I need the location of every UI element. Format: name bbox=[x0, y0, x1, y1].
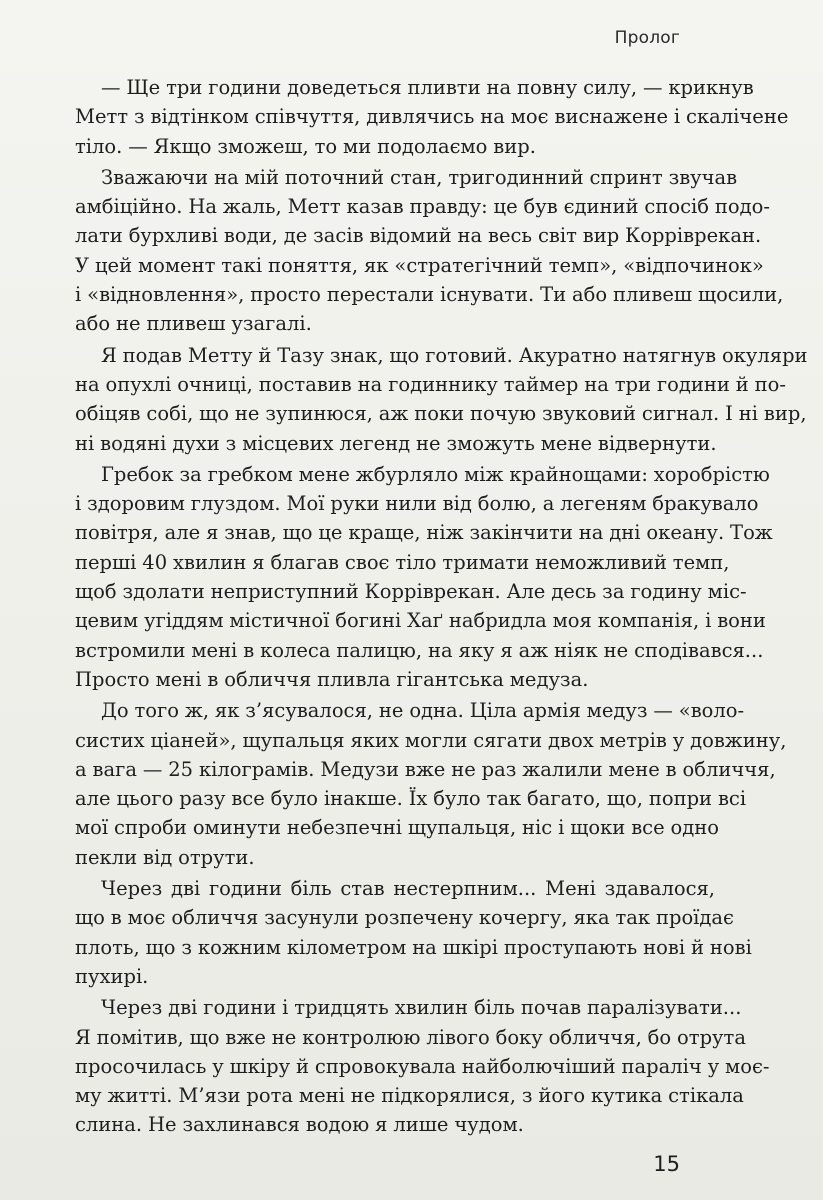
text-line: Гребок за гребком мене жбурляло між крайнощами: хоробрістю bbox=[101, 462, 770, 486]
text-line: систих ціаней», щупальця яких могли сягати двох метрів у довжину, bbox=[75, 728, 787, 752]
page-number: 15 bbox=[653, 1152, 680, 1176]
text-line: Я подав Метту й Тазу знак, що готовий. Акуратно натягнув окуляри bbox=[101, 343, 808, 367]
running-head: Пролог bbox=[614, 28, 680, 48]
text-line: і здоровим глуздом. Мої руки нили від болю, а легеням бракувало bbox=[75, 492, 759, 516]
text-line: Через дві години і тридцять хвилин біль почав паралізувати... bbox=[101, 996, 742, 1020]
text-line: У цей момент такі поняття, як «стратегічний темп», «відпочинок» bbox=[75, 253, 764, 277]
text-line: або не пливеш узагалі. bbox=[75, 312, 312, 336]
paragraph-1 bbox=[75, 73, 789, 161]
text-line: що в моє обличчя засунули розпечену кочергу, яка так проїдає bbox=[75, 906, 734, 930]
paragraph-6 bbox=[75, 874, 752, 991]
text-line: і «відновлення», просто перестали існувати. Ти або пливеш щосили, bbox=[75, 283, 784, 307]
text-line: перші 40 хвилин я благав своє тіло тримати неможливий темп, bbox=[75, 550, 730, 574]
paragraph-2 bbox=[75, 163, 784, 339]
text-line: пухирі. bbox=[75, 964, 149, 988]
text-line: лати бурхливі води, де засів відомий на весь світ вир Корріврекан. bbox=[75, 224, 762, 248]
text-line: встромили мені в колеса палицю, на яку я аж ніяк не сподівався... bbox=[75, 638, 764, 662]
text-line: щоб здолати неприступний Корріврекан. Але десь за годину міс- bbox=[75, 580, 747, 604]
paragraph-4 bbox=[75, 460, 773, 694]
text-line: плоть, що з кожним кілометром на шкірі проступають нові й нові bbox=[75, 935, 752, 959]
paragraph-5 bbox=[75, 696, 787, 872]
text-line: на опухлі очниці, поставив на годиннику таймер на три години й по- bbox=[75, 372, 786, 396]
text-line: Метт з відтінком співчуття, дивлячись на моє виснажене і скалічене bbox=[75, 105, 789, 129]
text-line: обіцяв собі, що не зупинюся, аж поки почую звуковий сигнал. І ні вир, bbox=[75, 402, 807, 426]
text-line: слина. Не захлинався водою я лише чудом. bbox=[75, 1113, 524, 1137]
text-line: Просто мені в обличчя пливла гігантська медуза. bbox=[75, 667, 589, 691]
text-line: Через дві години біль став нестерпним... Мені здавалося, bbox=[101, 877, 715, 901]
text-line: цевим угіддям містичної богині Хаґ набридла моя компанія, і вони bbox=[75, 609, 766, 633]
text-line: До того ж, як з’ясувалося, не одна. Ціла армія медуз — «воло- bbox=[101, 699, 745, 723]
text-line: Зважаючи на мій поточний стан, тригодинний спринт звучав bbox=[101, 165, 738, 189]
text-line: пекли від отрути. bbox=[75, 845, 255, 869]
paragraph-7 bbox=[75, 993, 770, 1139]
text-line: му житті. М’язи рота мені не підкорялися, з його кутика стікала bbox=[75, 1084, 744, 1108]
text-line: тіло. — Якщо зможеш, то ми подолаємо вир. bbox=[75, 134, 536, 158]
text-line: — Ще три години доведеться пливти на повну силу, — крикнув bbox=[101, 76, 754, 99]
text-line: повітря, але я знав, що це краще, ніж закінчити на дні океану. Тож bbox=[75, 521, 773, 545]
text-line: а вага — 25 кілограмів. Медузи вже не раз жалили мене в обличчя, bbox=[75, 757, 776, 781]
text-line: Я помітив, що вже не контролюю лівого боку обличчя, бо отрута bbox=[75, 1025, 746, 1049]
text-line: ні водяні духи з місцевих легенд не зможуть мене відвернути. bbox=[75, 431, 717, 455]
body-text bbox=[75, 73, 808, 1140]
text-line: але цього разу все було інакше. Їх було так багато, що, попри всі bbox=[75, 787, 747, 811]
paragraph-3 bbox=[75, 341, 808, 458]
text-line: мої спроби оминути небезпечні щупальця, ніс і щоки все одно bbox=[75, 816, 720, 840]
text-line: амбіційно. На жаль, Метт казав правду: це був єдиний спосіб подо- bbox=[75, 195, 770, 219]
text-line: просочилась у шкіру й спровокувала найболючіший параліч у моє- bbox=[75, 1054, 770, 1078]
